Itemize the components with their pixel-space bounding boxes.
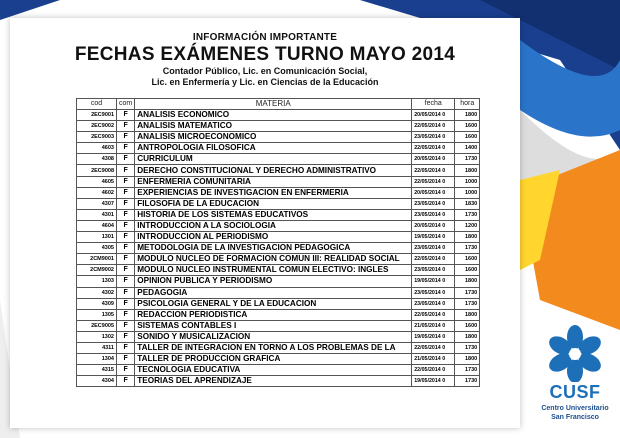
- cell-materia: FILOSOFIA DE LA EDUCACION: [135, 198, 412, 209]
- cell-cod: 2CM9002: [77, 265, 117, 276]
- cell-hora: 1800: [455, 165, 480, 176]
- cell-fecha: 19/05/2014 0: [412, 232, 455, 243]
- cell-com: F: [117, 376, 135, 387]
- cell-com: F: [117, 254, 135, 265]
- cell-com: F: [117, 198, 135, 209]
- cell-fecha: 23/05/2014 0: [412, 298, 455, 309]
- cell-hora: 1730: [455, 243, 480, 254]
- cell-com: F: [117, 132, 135, 143]
- cell-com: F: [117, 243, 135, 254]
- cell-fecha: 22/05/2014 0: [412, 342, 455, 353]
- table-row: [77, 165, 480, 176]
- cell-cod: 1304: [77, 354, 117, 365]
- cell-com: F: [117, 187, 135, 198]
- cell-hora: 1600: [455, 265, 480, 276]
- cell-cod: 1305: [77, 309, 117, 320]
- cell-cod: 1303: [77, 276, 117, 287]
- cell-materia: TALLER DE PRODUCCION GRAFICA: [135, 354, 412, 365]
- cell-materia: PEDAGOGIA: [135, 287, 412, 298]
- cell-com: F: [117, 154, 135, 165]
- cell-fecha: 22/05/2014 0: [412, 309, 455, 320]
- table-row: [77, 110, 480, 121]
- cell-materia: ENFERMERIA COMUNITARIA: [135, 176, 412, 187]
- cell-hora: 1800: [455, 309, 480, 320]
- table-row: [77, 198, 480, 209]
- cell-cod: 4304: [77, 376, 117, 387]
- cell-fecha: 21/05/2014 0: [412, 354, 455, 365]
- table-row: [77, 209, 480, 220]
- cell-fecha: 22/05/2014 0: [412, 254, 455, 265]
- table-row: [77, 143, 480, 154]
- cell-hora: 1800: [455, 276, 480, 287]
- cell-com: F: [117, 121, 135, 132]
- cell-hora: 1730: [455, 365, 480, 376]
- table-row: [77, 254, 480, 265]
- cell-materia: CURRICULUM: [135, 154, 412, 165]
- cell-hora: 1730: [455, 342, 480, 353]
- logo-name: CUSF: [549, 382, 601, 402]
- cell-com: F: [117, 331, 135, 342]
- cell-materia: TECNOLOGIA EDUCATIVA: [135, 365, 412, 376]
- cell-hora: 1730: [455, 209, 480, 220]
- cell-hora: 1600: [455, 254, 480, 265]
- cell-fecha: 20/05/2014 0: [412, 154, 455, 165]
- table-row: [77, 132, 480, 143]
- table-row: [77, 342, 480, 353]
- cell-com: F: [117, 298, 135, 309]
- cell-cod: 4305: [77, 243, 117, 254]
- cell-fecha: 20/05/2014 0: [412, 110, 455, 121]
- cell-com: F: [117, 320, 135, 331]
- cell-fecha: 21/05/2014 0: [412, 320, 455, 331]
- col-header-materia: MATERIA: [135, 99, 412, 110]
- cell-materia: METODOLOGIA DE LA INVESTIGACION PEDAGOGICA: [135, 243, 412, 254]
- cell-hora: 1600: [455, 320, 480, 331]
- cell-cod: 4602: [77, 187, 117, 198]
- cell-com: F: [117, 143, 135, 154]
- table-row: [77, 232, 480, 243]
- cell-com: F: [117, 287, 135, 298]
- cell-cod: 4315: [77, 365, 117, 376]
- header-kicker: INFORMACIÓN IMPORTANTE: [192, 32, 338, 43]
- table-row: [77, 276, 480, 287]
- cell-com: F: [117, 309, 135, 320]
- table-row: [77, 187, 480, 198]
- table-row: [77, 320, 480, 331]
- cell-hora: 1830: [455, 198, 480, 209]
- cell-com: F: [117, 342, 135, 353]
- cell-com: F: [117, 265, 135, 276]
- cell-materia: DERECHO CONSTITUCIONAL Y DERECHO ADMINISTRATIVO: [135, 165, 412, 176]
- cell-com: F: [117, 232, 135, 243]
- cell-fecha: 23/05/2014 0: [412, 198, 455, 209]
- cell-cod: 4311: [77, 342, 117, 353]
- cell-cod: 2EC9005: [77, 320, 117, 331]
- cell-materia: MODULO NUCLEO INSTRUMENTAL COMUN ELECTIVO: INGLES: [135, 265, 412, 276]
- cell-fecha: 22/05/2014 0: [412, 121, 455, 132]
- cell-hora: 1800: [455, 232, 480, 243]
- table-row: [77, 365, 480, 376]
- cell-com: F: [117, 110, 135, 121]
- cell-cod: 4308: [77, 154, 117, 165]
- cell-cod: 2EC9003: [77, 132, 117, 143]
- cell-fecha: 19/05/2014 0: [412, 331, 455, 342]
- table-row: [77, 154, 480, 165]
- cell-materia: OPINION PUBLICA Y PERIODISMO: [135, 276, 412, 287]
- cell-hora: 1400: [455, 143, 480, 154]
- cell-fecha: 23/05/2014 0: [412, 132, 455, 143]
- cell-cod: 4604: [77, 220, 117, 231]
- table-row: [77, 309, 480, 320]
- cell-cod: 2EC9008: [77, 165, 117, 176]
- cell-fecha: 23/05/2014 0: [412, 209, 455, 220]
- table-header-row: [77, 99, 480, 110]
- exam-table: [76, 98, 480, 387]
- table-row: [77, 354, 480, 365]
- cell-cod: 4301: [77, 209, 117, 220]
- cell-hora: 1730: [455, 376, 480, 387]
- cell-materia: REDACCION PERIODISTICA: [135, 309, 412, 320]
- cell-cod: 2EC9001: [77, 110, 117, 121]
- cell-materia: SISTEMAS CONTABLES I: [135, 320, 412, 331]
- header-subtitle-2: Lic. en Enfermería y Lic. en Ciencias de la Educación: [151, 77, 379, 87]
- cell-fecha: 23/05/2014 0: [412, 265, 455, 276]
- cell-cod: 4605: [77, 176, 117, 187]
- table-row: [77, 265, 480, 276]
- logo-line-2: San Francisco: [551, 414, 599, 421]
- col-header-cod: cod: [77, 99, 117, 110]
- cell-hora: 1730: [455, 154, 480, 165]
- cell-fecha: 22/05/2014 0: [412, 176, 455, 187]
- cell-materia: SONIDO Y MUSICALIZACION: [135, 331, 412, 342]
- cell-materia: EXPERIENCIAS DE INVESTIGACION EN ENFERMERIA: [135, 187, 412, 198]
- cell-cod: 2EC9002: [77, 121, 117, 132]
- cell-materia: ANTROPOLOGIA FILOSOFICA: [135, 143, 412, 154]
- cell-cod: 4307: [77, 198, 117, 209]
- col-header-fecha: fecha: [412, 99, 455, 110]
- col-header-com: com: [117, 99, 135, 110]
- cell-cod: 4603: [77, 143, 117, 154]
- cell-fecha: 22/05/2014 0: [412, 365, 455, 376]
- cell-cod: 4302: [77, 287, 117, 298]
- cell-fecha: 20/05/2014 0: [412, 220, 455, 231]
- cell-fecha: 22/05/2014 0: [412, 165, 455, 176]
- table-row: [77, 331, 480, 342]
- cell-com: F: [117, 354, 135, 365]
- cell-hora: 1800: [455, 110, 480, 121]
- document-sheet: [10, 18, 520, 428]
- cell-materia: PSICOLOGIA GENERAL Y DE LA EDUCACION: [135, 298, 412, 309]
- cell-materia: ANALISIS MATEMATICO: [135, 121, 412, 132]
- table-row: [77, 287, 480, 298]
- table-row: [77, 243, 480, 254]
- cell-com: F: [117, 276, 135, 287]
- cell-hora: 1800: [455, 331, 480, 342]
- cell-hora: 1800: [455, 354, 480, 365]
- cusf-logo: [530, 320, 620, 430]
- cell-fecha: 23/05/2014 0: [412, 287, 455, 298]
- cell-materia: MODULO NUCLEO DE FORMACION COMUN III: REALIDAD SOCIAL: [135, 254, 412, 265]
- cell-materia: ANALISIS ECONOMICO: [135, 110, 412, 121]
- cell-fecha: 22/05/2014 0: [412, 143, 455, 154]
- document-title: FECHAS EXÁMENES TURNO MAYO 2014: [74, 44, 456, 65]
- table-row: [77, 376, 480, 387]
- col-header-hora: hora: [455, 99, 480, 110]
- cell-fecha: 19/05/2014 0: [412, 376, 455, 387]
- cell-materia: INTRODUCCION AL PERIODISMO: [135, 232, 412, 243]
- cell-fecha: 20/05/2014 0: [412, 187, 455, 198]
- cell-materia: TEORIAS DEL APRENDIZAJE: [135, 376, 412, 387]
- cell-hora: 1600: [455, 132, 480, 143]
- table-row: [77, 220, 480, 231]
- cell-hora: 1730: [455, 287, 480, 298]
- flower-logo-icon: [530, 320, 620, 382]
- table-row: [77, 298, 480, 309]
- cell-cod: 2CM9001: [77, 254, 117, 265]
- cell-materia: INTRODUCCION A LA SOCIOLOGIA: [135, 220, 412, 231]
- cell-materia: HISTORIA DE LOS SISTEMAS EDUCATIVOS: [135, 209, 412, 220]
- cell-materia: TALLER DE INTEGRACION EN TORNO A LOS PROBLEMAS DE LA: [135, 342, 412, 353]
- cell-hora: 1730: [455, 298, 480, 309]
- cell-hora: 1600: [455, 121, 480, 132]
- cell-com: F: [117, 365, 135, 376]
- table-row: [77, 176, 480, 187]
- cell-com: F: [117, 220, 135, 231]
- header-subtitle-1: Contador Público, Lic. en Comunicación Social,: [162, 66, 368, 76]
- cell-com: F: [117, 165, 135, 176]
- table-row: [77, 121, 480, 132]
- cell-com: F: [117, 176, 135, 187]
- cell-fecha: 23/05/2014 0: [412, 243, 455, 254]
- cell-hora: 1200: [455, 220, 480, 231]
- cell-cod: 4309: [77, 298, 117, 309]
- cell-cod: 1302: [77, 331, 117, 342]
- cell-hora: 1000: [455, 176, 480, 187]
- cell-cod: 1301: [77, 232, 117, 243]
- cell-fecha: 19/05/2014 0: [412, 276, 455, 287]
- logo-line-1: Centro Universitario: [541, 405, 609, 412]
- cell-com: F: [117, 209, 135, 220]
- cell-materia: ANALISIS MICROECONOMICO: [135, 132, 412, 143]
- document-header: [10, 32, 520, 88]
- cell-hora: 1000: [455, 187, 480, 198]
